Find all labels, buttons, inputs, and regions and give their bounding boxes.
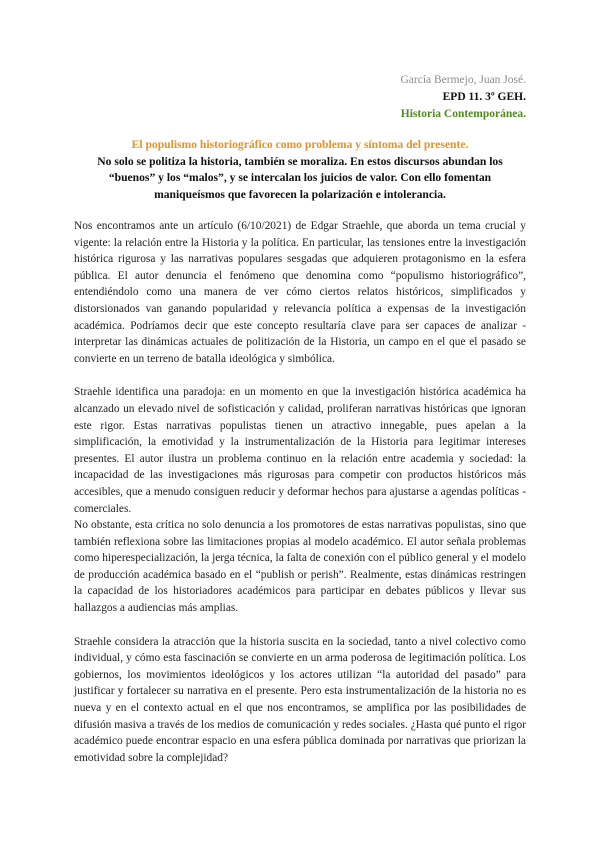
paragraph-spacer: [74, 367, 526, 384]
document-subtitle: No solo se politiza la historia, también se moraliza. En estos discursos abundan los “buenos” y los “malos”, y se intercalan los juicios de valor. Con ello fomentan maniqueísmos que favorecen la polarización e intolerancia.: [97, 154, 503, 201]
document-header: [400, 72, 526, 123]
title-block: [74, 137, 526, 203]
course-code: EPD 11. 3º GEH.: [442, 91, 526, 103]
document-title: El populismo historiográfico como problema y síntoma del presente.: [131, 138, 469, 151]
paragraph-spacer: [74, 617, 526, 634]
subject-name: Historia Contemporánea.: [400, 108, 526, 120]
paragraph-3: No obstante, esta crítica no solo denuncia a los promotores de estas narrativas populistas, sino que también reflexiona sobre las limitaciones propias al modelo académico. El autor señala problemas como hiperespecialización, la jerga técnica, la falta de conexión con el público general y el modelo de producción académica basado en el “publish or perish”. Realmente, estas dinámicas restringen la capacidad de los historiadores académicos para participar en debates públicos y llevar sus hallazgos a audiencias más amplias.: [74, 519, 526, 615]
paragraph-2: Straehle identifica una paradoja: en un momento en que la investigación histórica académica ha alcanzado un elevado nivel de sofisticación y calidad, proliferan narrativas históricas que ignoran este rigor. Estas narrativas populistas tienen un atractivo innegable, pues apelan a la simplificación, la emotividad y la instrumentalización de la Historia para legitimar intereses presentes. El autor ilustra un problema continuo en la relación entre academia y sociedad: la incapacidad de las investigaciones más rigurosas para competir con productos históricos más accesibles, que a menudo consiguen reducir y deformar hechos para ajustarse a agendas políticas - comerciales.: [74, 386, 526, 515]
paragraph-1: Nos encontramos ante un artículo (6/10/2021) de Edgar Straehle, que aborda un tema crucial y vigente: la relación entre la Historia y la política. En particular, las tensiones entre la investigación histórica rigurosa y las narrativas populares sesgadas que adquieren protagonismo en la esfera pública. El autor denuncia el fenómeno que denomina como “populismo historiográfico”, entendiéndolo como una manera de ver cómo ciertos relatos históricos, simplificados y distorsionados van ganando popularidad y relevancia política a expensas de la investigación académica. Podríamos decir que este concepto resultaría clave para ser capaces de analizar - interpretar las dinámicas actuales de politización de la Historia, un campo en el que el pasado se convierte en un terreno de batalla ideológica y simbólica.: [74, 220, 526, 365]
author-name: García Bermejo, Juan José.: [400, 74, 526, 86]
document-body: [74, 218, 526, 766]
paragraph-4: Straehle considera la atracción que la historia suscita en la sociedad, tanto a nivel colectivo como individual, y cómo esta fascinación se convierte en un arma poderosa de legitimación política. Los gobiernos, los movimientos ideológicos y los actores utilizan “la autoridad del pasado” para justificar y fortalecer su narrativa en el presente. Pero esta instrumentalización de la historia no es nueva y en el contexto actual en el que nos encontramos, se amplifica por las posibilidades de difusión masiva a través de los medios de comunicación y redes sociales. ¿Hasta qué punto el rigor académico puede encontrar espacio en una esfera pública dominada por narrativas que priorizan la emotividad sobre la complejidad?: [74, 635, 526, 764]
